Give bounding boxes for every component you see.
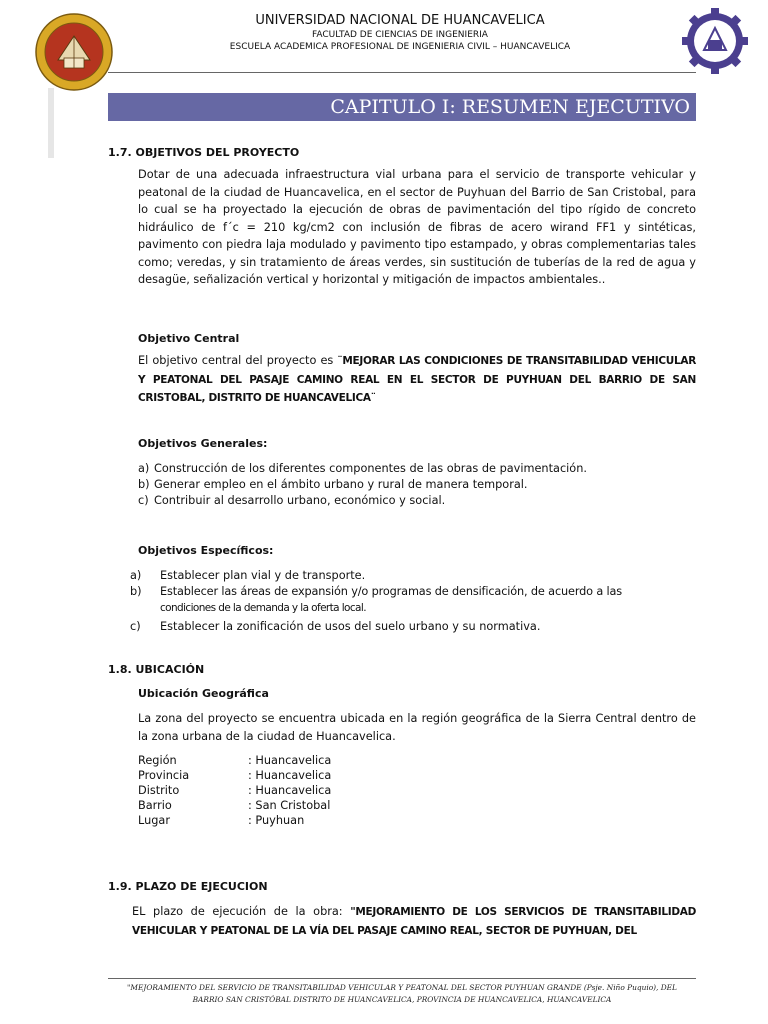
location-row: Región : Huancavelica [138, 754, 332, 767]
school-name: ESCUELA ACADEMICA PROFESIONAL DE INGENIERIA CIVIL – HUANCAVELICA [229, 42, 571, 52]
list-item: c) Contribuir al desarrollo urbano, económico y social. [138, 494, 446, 507]
section-1-8-heading: 1.8. UBICACIÓN [108, 663, 205, 676]
university-seal-logo [34, 12, 114, 92]
school-gear-logo [682, 8, 748, 74]
general-objectives-list [138, 461, 696, 509]
section-1-7-heading: 1.7. OBJETIVOS DEL PROYECTO [108, 146, 300, 159]
location-row: Provincia : Huancavelica [138, 769, 332, 782]
central-objective-bold: ¨MEJORAR LAS CONDICIONES DE TRANSITABILIDAD VEHICULAR Y PEATONAL DEL PASAJE CAMINO REAL EN EL SECTOR DE PUYHUAN DEL BARRIO DE SAN CRISTOBAL, DISTRITO DE HUANCAVELICA¨ [138, 355, 696, 404]
execution-term-text [132, 903, 696, 940]
geo-location-text: La zona del proyecto se encuentra ubicada en la región geográfica de la Sierra Central dentro de la zona urbana de la ciudad de Huancavelica. [138, 712, 696, 743]
central-objective-heading: Objetivo Central [138, 332, 240, 345]
list-item: b) Generar empleo en el ámbito urbano y rural de manera temporal. [138, 478, 528, 491]
general-objectives-heading: Objetivos Generales: [138, 437, 268, 450]
location-row: Lugar : Puyhuan [138, 814, 305, 827]
side-decoration [48, 88, 54, 158]
location-row: Distrito : Huancavelica [138, 784, 332, 797]
execution-term-bold: "MEJORAMIENTO DE LOS SERVICIOS DE TRANSITABILIDAD VEHICULAR Y PEATONAL DE LA VÍA DEL PASAJE CAMINO REAL, SECTOR DE PUYHUAN, DEL [132, 906, 696, 937]
central-objective-text [138, 352, 696, 408]
objectives-intro: Dotar de una adecuada infraestructura vial urbana para el servicio de transporte vehicular y peatonal de la ciudad de Huancavelica, en el sector de Puyhuan del Barrio de San Cristobal, para lo cual se ha proyectado la ejecución de obras de pavimentación del tipo rígido de concreto hidráulico de f´c = 210 kg/cm2 con inclusión de fibras de acero wirand FF1 y sintéticas, pavimento con piedra laja modulado y pavimento tipo estampado, y obras complementarias tales como; veredas, y sin tratamiento de áreas verdes, sin sustitución de tuberías de la red de agua y desagüe, señalización vertical y horizontal y mitigación de impactos ambientales.. [138, 168, 696, 286]
footer-divider [108, 978, 696, 979]
location-row: Barrio : San Cristobal [138, 799, 331, 812]
footer-line-1: "MEJORAMIENTO DEL SERVICIO DE TRANSITABILIDAD VEHICULAR Y PEATONAL DEL SECTOR PUYHUAN GRANDE (Psje. Niño Puquio), DEL [127, 983, 677, 992]
location-list [138, 753, 331, 828]
section-1-9-heading: 1.9. PLAZO DE EJECUCION [108, 880, 268, 893]
chapter-title: CAPITULO I: RESUMEN EJECUTIVO [108, 93, 696, 121]
list-item: a) Construcción de los diferentes componentes de las obras de pavimentación. [138, 462, 587, 475]
execution-term-prefix: EL plazo de ejecución de la obra: [132, 905, 351, 918]
specific-objectives-heading: Objetivos Específicos: [138, 544, 274, 557]
list-item: c) Establecer la zonificación de usos del suelo urbano y su normativa. [130, 620, 541, 633]
university-name: UNIVERSIDAD NACIONAL DE HUANCAVELICA [255, 13, 545, 28]
specific-objectives-list [130, 568, 696, 635]
footer-line-2: BARRIO SAN CRISTÓBAL DISTRITO DE HUANCAVELICA, PROVINCIA DE HUANCAVELICA, HUANCAVELICA [192, 995, 612, 1004]
list-item: a) Establecer plan vial y de transporte. [130, 569, 366, 582]
geo-location-heading: Ubicación Geográfica [138, 687, 269, 700]
list-item: b) Establecer las áreas de expansión y/o programas de densificación, de acuerdo a las condiciones de la demanda y la oferta local. [130, 585, 623, 614]
central-objective-prefix: El objetivo central del proyecto es [138, 354, 338, 367]
faculty-name: FACULTAD DE CIENCIAS DE INGENIERIA [312, 30, 488, 40]
header-divider [108, 72, 696, 73]
